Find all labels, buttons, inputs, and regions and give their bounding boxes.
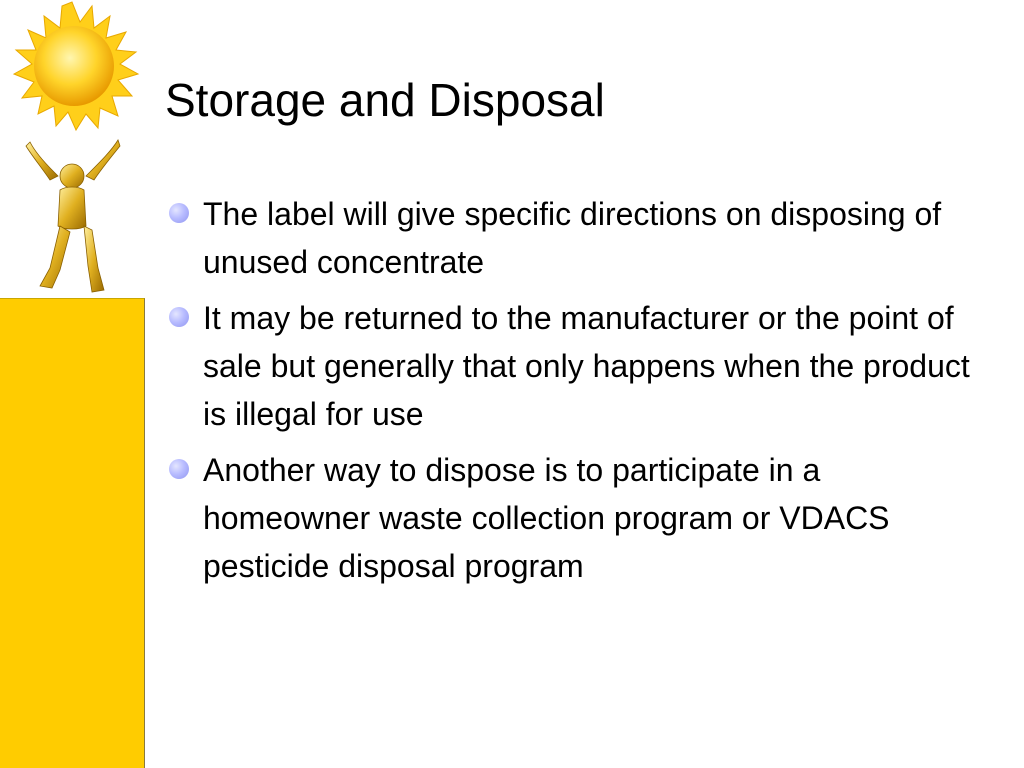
bullet-dot-icon: [169, 307, 189, 327]
bullet-item: [168, 190, 988, 286]
bullet-dot-icon: [169, 203, 189, 223]
bullet-text: It may be returned to the manufacturer or the point of sale but generally that only happens when the product is illegal for use: [203, 300, 970, 432]
bullet-item: [168, 446, 988, 590]
yellow-side-bar: [0, 298, 145, 768]
sun-icon: [14, 2, 138, 130]
bullet-text: Another way to dispose is to participate in a homeowner waste collection program or VDACS pesticide disposal program: [203, 452, 890, 584]
bullet-list: [168, 190, 988, 598]
bullet-text: The label will give specific directions on disposing of unused concentrate: [203, 196, 942, 280]
bullet-dot-icon: [169, 459, 189, 479]
sun-figure-illustration: [0, 0, 145, 300]
gold-figure-icon: [26, 140, 120, 292]
slide-title: Storage and Disposal: [165, 74, 605, 126]
bullet-item: [168, 294, 988, 438]
